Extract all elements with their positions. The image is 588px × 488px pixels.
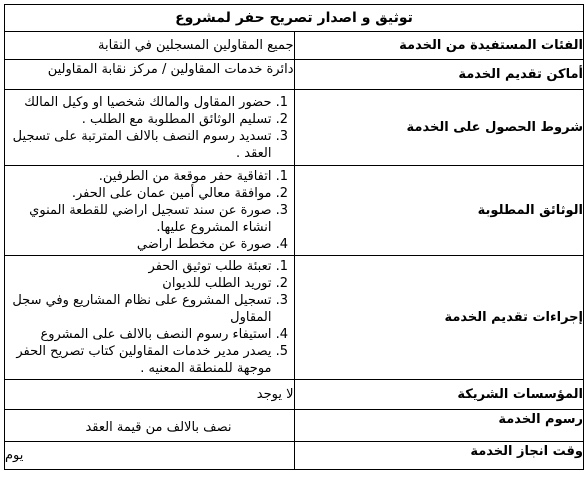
row-label: أماكن تقديم الخدمة [294,60,584,90]
table-row [5,32,584,60]
list-item: 1. تعبئة طلب توثيق الحفر [5,258,272,275]
row-label: وقت انجاز الخدمة [294,442,584,470]
list-item: 5. يصدر مدير خدمات المقاولين كتاب تصريح الحفر موجهة للمنطقة المعنيه . [5,343,272,377]
list-item: 3. صورة عن سند تسجيل اراضي للقطعة المنوي انشاء المشروع عليها. [5,202,272,236]
list-item: 2. توريد الطلب للديوان [5,275,272,292]
row-label: إجراءات تقديم الخدمة [294,256,584,380]
row-label: الفئات المستفيدة من الخدمة [294,32,584,60]
table-row [5,410,584,442]
row-label: شروط الحصول على الخدمة [294,90,584,166]
conditions-list [5,94,294,162]
title-row [5,5,584,32]
required-documents-list [5,168,294,253]
row-label: رسوم الخدمة [294,410,584,442]
table-row [5,90,584,166]
list-item: 2. تسليم الوثائق المطلوبة مع الطلب . [5,111,272,128]
list-item: 2. موافقة معالي أمين عمان على الحفر. [5,185,272,202]
list-item: 1. حضور المقاول والمالك شخصيا او وكيل المالك [5,94,272,111]
row-list-cell [5,90,295,166]
table-row [5,380,584,410]
row-value: نصف بالالف من قيمة العقد [5,410,295,442]
table-row [5,60,584,90]
row-list-cell [5,166,295,256]
row-value: جميع المقاولين المسجلين في النقابة [5,32,295,60]
duration-value: يوم [5,448,24,463]
document-title: توثيق و اصدار تصريح حفر لمشروع [5,5,584,32]
service-table [4,4,584,470]
list-item: 3. تسديد رسوم النصف بالالف المترتبة على تسجيل العقد . [5,128,272,162]
row-value: دائرة خدمات المقاولين / مركز نقابة المقاولين [5,60,295,90]
table-row [5,166,584,256]
list-item: 4. استيفاء رسوم النصف بالالف على المشروع [5,326,272,343]
row-value: لا يوجد [5,380,295,410]
row-label: المؤسسات الشريكة [294,380,584,410]
table-row [5,256,584,380]
row-value [5,442,295,470]
row-label: الوثائق المطلوبة [294,166,584,256]
list-item: 3. تسجيل المشروع على نظام المشاريع وفي سجل المقاول [5,292,272,326]
row-list-cell [5,256,295,380]
list-item: 1. اتفاقية حفر موقعة من الطرفين. [5,168,272,185]
table-row [5,442,584,470]
list-item: 4. صورة عن مخطط اراضي [5,236,272,253]
procedures-list [5,258,294,377]
